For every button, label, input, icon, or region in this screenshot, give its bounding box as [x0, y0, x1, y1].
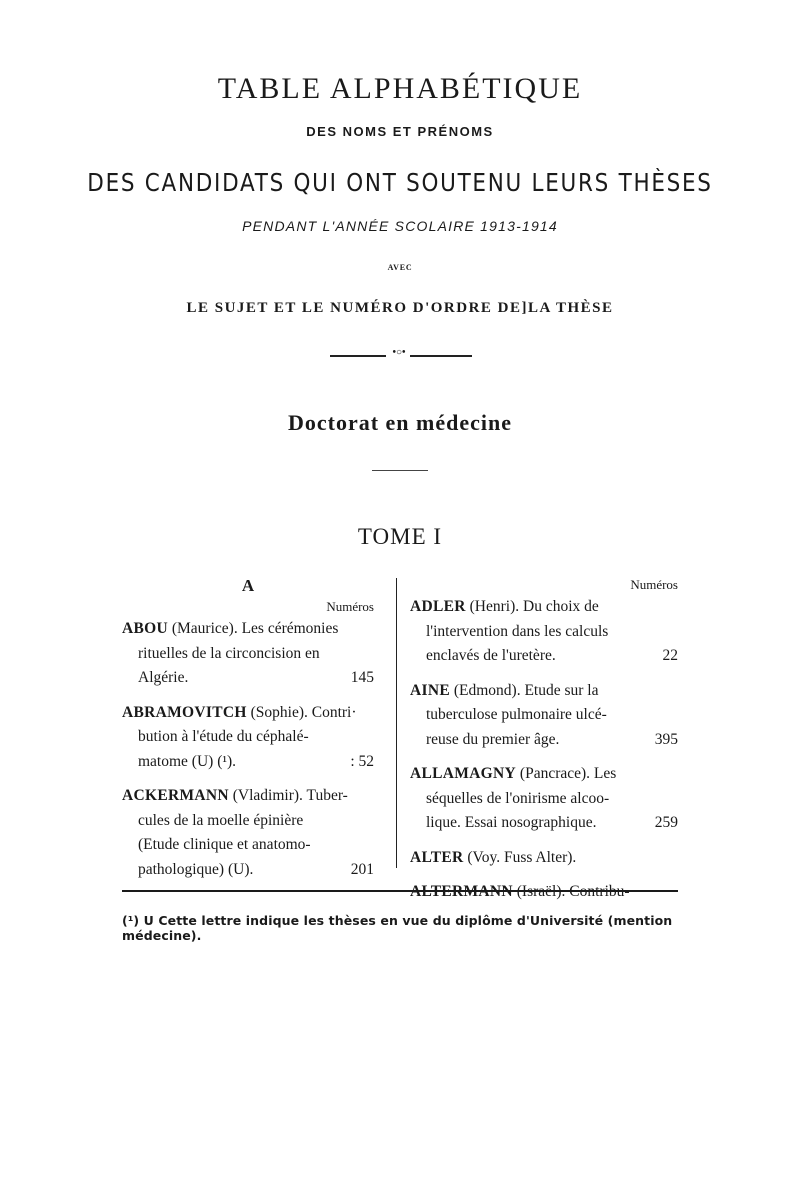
footnote-rule	[122, 890, 678, 892]
ornament-center: •○•	[392, 347, 406, 358]
entry-text: (Pancrace). Les	[516, 765, 617, 782]
entry-number: : 52	[350, 752, 374, 770]
entry-text: rituelles de la circoncision en	[138, 644, 320, 662]
column-divider	[396, 578, 397, 868]
entry-text: (Sophie). Contri·	[246, 703, 357, 721]
entry-number: 145	[350, 669, 374, 686]
list-item	[410, 679, 678, 753]
right-column	[410, 575, 678, 915]
section-divider	[372, 470, 428, 471]
list-item	[410, 762, 678, 836]
entry-text: séquelles de l'onirisme alcoo-	[426, 789, 610, 807]
list-item	[410, 846, 678, 871]
subtitle-avec: AVEC	[387, 263, 413, 272]
entry-name: ABOU	[122, 620, 168, 637]
letter-heading: A	[241, 576, 255, 595]
entry-number: 201	[350, 860, 374, 878]
page-title: TABLE ALPHABÉTIQUE	[217, 72, 583, 105]
subtitle-year: PENDANT L'ANNÉE SCOLAIRE 1913-1914	[242, 218, 558, 234]
entry-text: enclavés de l'uretère.	[426, 647, 556, 664]
list-item	[122, 701, 374, 775]
list-item	[122, 784, 374, 882]
list-item	[410, 595, 678, 669]
entry-text: reuse du premier âge.	[426, 730, 560, 748]
list-item	[410, 880, 678, 905]
tome-heading: TOME I	[357, 524, 443, 549]
entry-number: 22	[662, 647, 678, 664]
entry-text: Algérie.	[138, 669, 189, 686]
entry-name: ADLER	[410, 598, 466, 615]
ornament-left-rule	[330, 355, 386, 357]
entry-text: (Vladimir). Tuber-	[228, 787, 348, 804]
entry-name: AINE	[410, 681, 450, 699]
entry-text: (Henri). Du choix de	[465, 598, 599, 615]
footnote: (¹) U Cette lettre indique les thèses en vue du diplôme d'Université (mention médecine).	[122, 913, 673, 943]
entry-text: tuberculose pulmonaire ulcé-	[426, 706, 607, 723]
list-item	[122, 617, 374, 691]
entry-number: 259	[654, 814, 678, 831]
entry-name: ACKERMANN	[122, 787, 229, 804]
section-title: Doctorat en médecine	[287, 410, 513, 435]
entry-text: (Maurice). Les cérémonies	[167, 620, 339, 637]
entry-name: ALLAMAGNY	[410, 765, 517, 782]
subtitle-candidates: DES CANDIDATS QUI ONT SOUTENU LEURS THÈSES	[87, 168, 713, 197]
entry-name: ABRAMOVITCH	[122, 703, 247, 721]
numbers-header-right: Numéros	[630, 577, 678, 592]
ornament-right-rule	[410, 355, 472, 357]
entry-text: (Etude clinique et anatomo-	[138, 836, 311, 853]
entry-name: ALTER	[410, 848, 464, 866]
entry-number: 395	[654, 730, 678, 748]
entry-text: pathologique) (U).	[138, 860, 254, 878]
subtitle-subject: LE SUJET ET LE NUMÉRO D'ORDRE DE]LA THÈSE	[186, 300, 614, 316]
entry-text: l'intervention dans les calculs	[426, 622, 609, 640]
entry-text: matome (U) (¹).	[138, 752, 237, 770]
subtitle-names: DES NOMS ET PRÉNOMS	[306, 124, 494, 139]
left-column	[122, 575, 374, 892]
entry-text: bution à l'étude du céphalé-	[138, 728, 309, 745]
entry-text: lique. Essai nosographique.	[426, 814, 597, 831]
entry-text: cules de la moelle épinière	[138, 811, 304, 829]
entry-text: (Edmond). Etude sur la	[449, 681, 599, 699]
entry-text: (Voy. Fuss Alter).	[463, 848, 577, 866]
numbers-header-left: Numéros	[326, 599, 374, 614]
